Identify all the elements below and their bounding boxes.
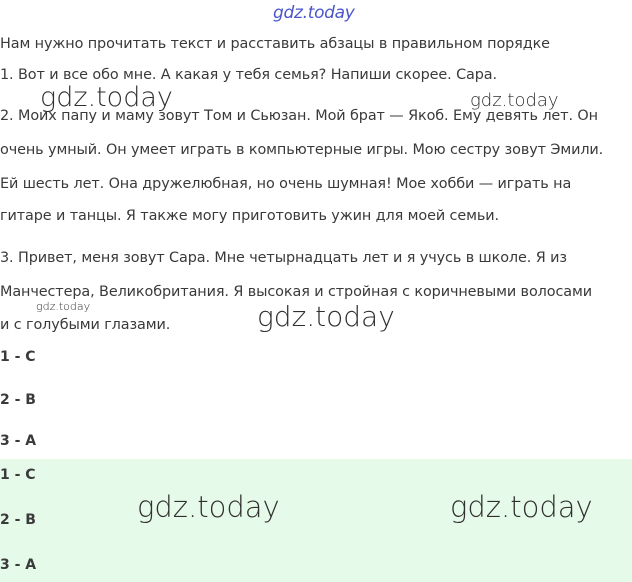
watermark-medium-1: gdz.today <box>470 90 559 111</box>
paragraph-1: 1. Вот и все обо мне. А какая у тебя семья? Напиши скорее. Сара. <box>0 67 497 83</box>
answer-2: 2 - B <box>0 392 36 408</box>
paragraph-3-line-1: 3. Привет, меня зовут Сара. Мне четырнадцать лет и я учусь в школе. Я из <box>0 250 567 266</box>
answer-1: 1 - C <box>0 349 36 365</box>
paragraph-2-line-1: 2. Моих папу и маму зовут Том и Сьюзан. Мой брат — Якоб. Ему девять лет. Он <box>0 108 598 124</box>
panel-answer-1: 1 - C <box>0 467 36 483</box>
intro-text: Нам нужно прочитать текст и расставить абзацы в правильном порядке <box>0 36 550 52</box>
paragraph-2-line-3: Ей шесть лет. Она дружелюбная, но очень шумная! Мое хобби — играть на <box>0 176 572 192</box>
panel-answer-2: 2 - B <box>0 512 36 528</box>
paragraph-3-line-3: и с голубыми глазами. <box>0 317 171 333</box>
site-watermark: gdz.today <box>273 3 355 23</box>
paragraph-2-line-2: очень умный. Он умеет играть в компьютерные игры. Мою сестру зовут Эмили. <box>0 142 604 158</box>
watermark-large-1: gdz.today <box>40 82 173 113</box>
watermark-large-3: gdz.today <box>137 490 280 524</box>
answer-3: 3 - A <box>0 433 37 449</box>
watermark-large-2: gdz.today <box>257 300 395 333</box>
watermark-small-1: gdz.today <box>36 300 91 313</box>
watermark-large-4: gdz.today <box>450 490 593 524</box>
paragraph-2-line-4: гитаре и танцы. Я также могу приготовить ужин для моей семьи. <box>0 208 499 224</box>
paragraph-3-line-2: Манчестера, Великобритания. Я высокая и стройная с коричневыми волосами <box>0 284 592 300</box>
panel-answer-3: 3 - A <box>0 557 37 573</box>
